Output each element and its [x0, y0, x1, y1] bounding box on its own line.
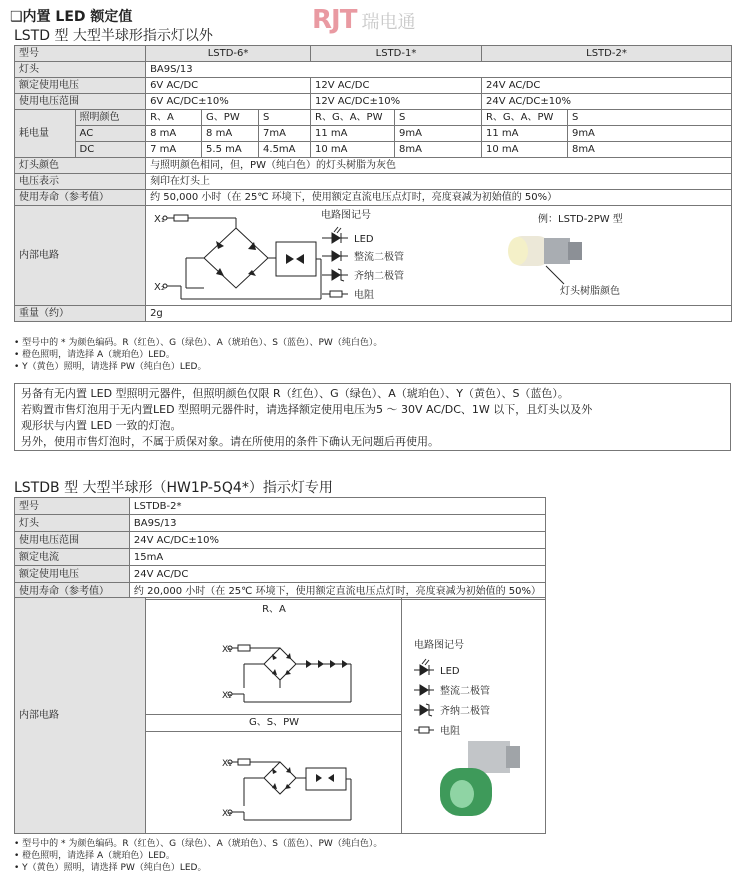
x1-terminal: X₁ [154, 214, 165, 225]
section2-title: LSTDB 型 大型半球形（HW1P-5Q4*）指示灯专用 [14, 480, 333, 496]
table-row: 型号 LSTDB-2* [15, 498, 546, 515]
header-model: 型号 [15, 46, 146, 62]
table-row: DC 7 mA 5.5 mA 4.5mA 10 mA 8mA 10 mA 8mA [15, 142, 732, 158]
zener-diode-icon [414, 704, 434, 716]
lstd-rating-table [14, 45, 732, 322]
circuit-ra-diagram [146, 612, 402, 712]
svg-text:X₁: X₁ [222, 645, 232, 655]
circuit-gspw-diagram [146, 732, 402, 832]
table-row: 使用电压范围 24V AC/DC±10% [15, 532, 546, 549]
section1-title: ❑内置 LED 额定值 [10, 9, 133, 25]
svg-text:齐纳二极管: 齐纳二极管 [440, 706, 490, 717]
table-row: 使用寿命（参考值） 约 20,000 小时（在 25℃ 环境下，使用额定直流电压点灯时，亮度衰减为初始值的 50%） [15, 583, 546, 600]
circuit-label: 内部电路 [15, 206, 146, 306]
svg-text:电阻: 电阻 [354, 290, 375, 301]
svg-text:LED: LED [354, 234, 374, 245]
svg-text:电阻: 电阻 [440, 726, 460, 737]
logo-cn: 瑞电通 [361, 12, 416, 33]
svg-text:X₁: X₁ [222, 759, 232, 769]
header-lstd-1: LSTD-1* [311, 46, 482, 62]
legend-title: 电路图记号 [321, 210, 372, 221]
svg-text:LED: LED [440, 666, 460, 677]
company-logo [312, 5, 482, 35]
legend-2 [402, 598, 545, 833]
notes-1: • 型号中的 * 为颜色编码。R（红色）、G（绿色）、A（琥珀色）、S（蓝色）、PW（纯白色）。 • 橙色照明，请选择 A（琥珀色）LED。 • Y（黄色）照明，请选择 PW（纯白色）LED。 [14, 338, 383, 372]
table-row: 额定电流 15mA [15, 549, 546, 566]
circuit-diagrams-2: R、A G、S、PW X₁ X₂ X₁ X₂ [146, 598, 402, 833]
table-row: 电压表示 刻印在灯头上 [15, 174, 732, 190]
resistor-icon [322, 291, 348, 297]
svg-text:X₂: X₂ [222, 691, 232, 701]
circuit-diagram [146, 206, 728, 305]
power-label: 耗电量 [15, 110, 76, 158]
svg-text:电路图记号: 电路图记号 [414, 640, 464, 651]
svg-text:齐纳二极管: 齐纳二极管 [354, 271, 405, 282]
zener-diode-icon [322, 269, 348, 281]
led-icon [322, 227, 348, 243]
example-label: 例：LSTD-2PW 型 [538, 214, 623, 225]
table-row: 灯头颜色 与照明颜色相同，但，PW（纯白色）的灯头树脂为灰色 [15, 158, 732, 174]
table-row [15, 206, 732, 306]
svg-text:整流二极管: 整流二极管 [440, 686, 490, 697]
circuit-cell [146, 206, 732, 306]
notes-2: • 型号中的 * 为颜色编码。R（红色）、G（绿色）、A（琥珀色）、S（蓝色）、PW（纯白色）。 • 橙色照明，请选择 A（琥珀色）LED。 • Y（黄色）照明，请选择 PW（纯白色）LED。 [14, 839, 383, 873]
table-row: 耗电量 照明颜色 R、A G、PW S R、G、A、PW S R、G、A、PW S [15, 110, 732, 126]
circuit-label-2: 内部电路 [15, 598, 146, 833]
table-row: 额定使用电压 24V AC/DC [15, 566, 546, 583]
table-row: 灯头 BA9S/13 [15, 62, 732, 78]
x2-terminal: X₂ [154, 282, 165, 293]
logo-mark: RJT [312, 5, 357, 35]
lstdb-rating-table [14, 497, 546, 600]
rectifier-diode-icon [414, 685, 434, 695]
resistor-icon [414, 727, 434, 733]
table-row [15, 46, 732, 62]
rectifier-diode-icon [322, 251, 348, 261]
svg-text:X₂: X₂ [222, 809, 232, 819]
info-box: 另备有无内置 LED 型照明元器件，但照明颜色仅限 R（红色）、G（绿色）、A（琥珀色）、Y（黄色）、S（蓝色）。 若购置市售灯泡用于无内置LED 型照明元器件时，请选择额定使用电压为5 ～ 30V AC/DC、1W 以下，且灯头以及外 观形状与内置 LED 一致的灯泡。 另外，使用市售灯泡时，不属于质保对象。请在所使用的条件下确认无问题后再使用。 [14, 383, 731, 451]
header-lstd-6: LSTD-6* [146, 46, 311, 62]
svg-text:整流二极管: 整流二极管 [354, 252, 405, 263]
resin-color-caption: 灯头树脂颜色 [560, 286, 621, 297]
table-row: 额定使用电压 6V AC/DC 12V AC/DC 24V AC/DC [15, 78, 732, 94]
section1-subtitle: LSTD 型 大型半球形指示灯以外 [14, 28, 213, 44]
header-lstd-2: LSTD-2* [481, 46, 731, 62]
table-row: 使用电压范围 6V AC/DC±10% 12V AC/DC±10% 24V AC/DC±10% [15, 94, 732, 110]
bulb-photo [508, 236, 582, 266]
bulb-photo-green [440, 741, 520, 816]
led-icon [414, 659, 434, 675]
table-row: 重量（约） 2g [15, 306, 732, 322]
table-row: AC 8 mA 8 mA 7mA 11 mA 9mA 11 mA 9mA [15, 126, 732, 142]
table-row: 使用寿命（参考值） 约 50,000 小时（在 25℃ 环境下，使用额定直流电压点灯时，亮度衰减为初始值的 50%） [15, 190, 732, 206]
table-row: 灯头 BA9S/13 [15, 515, 546, 532]
lstdb-circuit-block [14, 597, 546, 834]
